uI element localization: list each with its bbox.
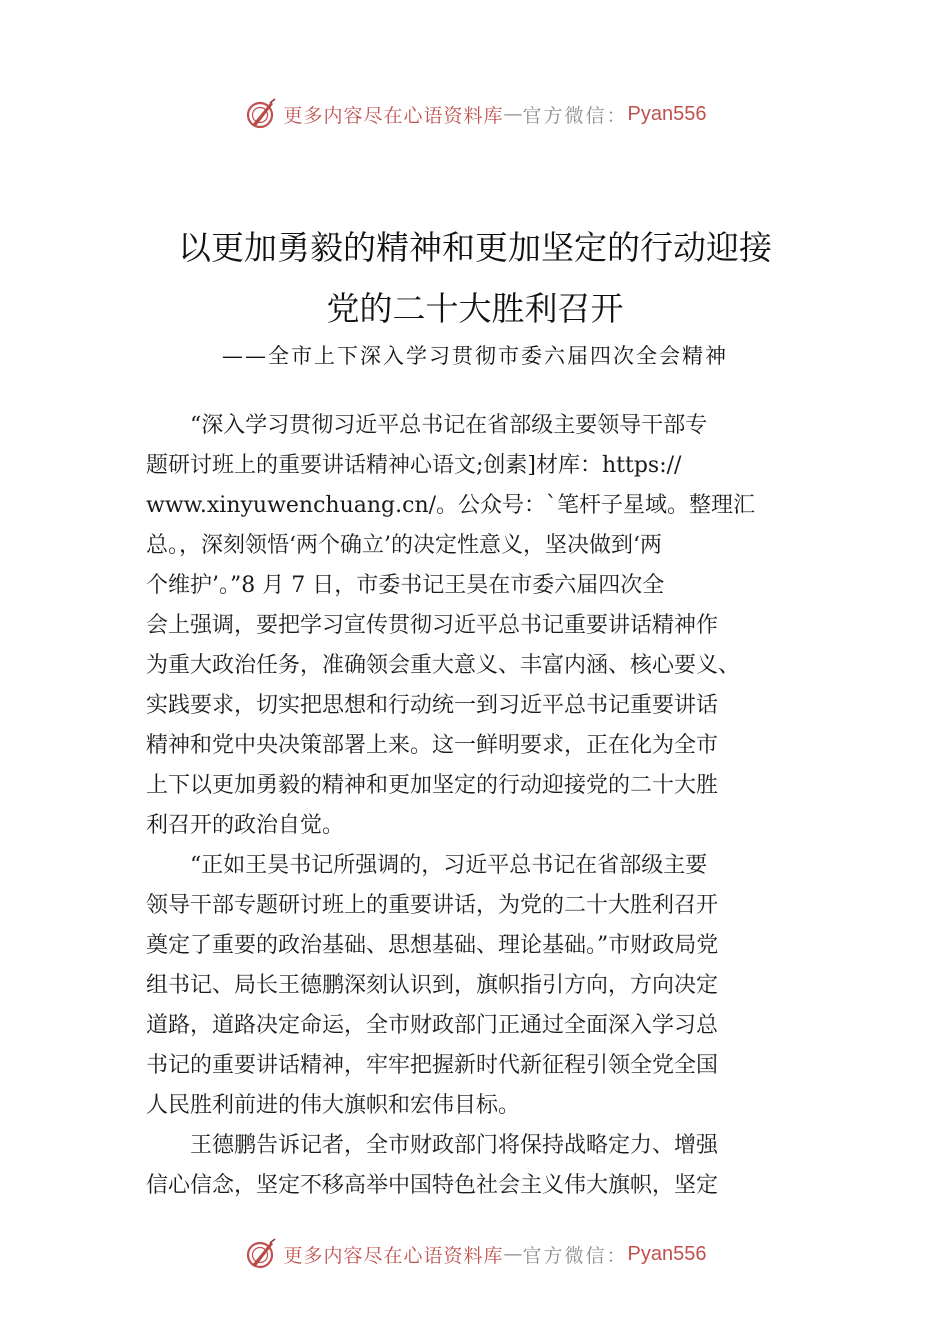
body-line: 会上强调，要把学习宣传贯彻习近平总书记重要讲话精神作	[146, 613, 719, 638]
body-line: 王德鹏告诉记者，全市财政部门将保持战略定力、增强	[146, 1133, 719, 1158]
watermark-label: 官方微信：	[522, 104, 628, 127]
quill-seal-icon	[244, 1237, 278, 1271]
body-line: 信心信念，坚定不移高举中国特色社会主义伟大旗帜，坚定	[146, 1173, 719, 1198]
body-line: “正如王昊书记所强调的，习近平总书记在省部级主要	[146, 853, 708, 878]
body-line: 精神和党中央决策部署上来。这一鲜明要求，正在化为全市	[146, 733, 719, 758]
body-line: 领导干部专题研讨班上的重要讲话，为党的二十大胜利召开	[146, 893, 719, 918]
watermark-brand-text: 更多内容尽在心语资料库	[283, 104, 504, 127]
body-line: 实践要求，切实把思想和行动统一到习近平总书记重要讲话	[146, 693, 719, 718]
body-line: 奠定了重要的政治基础、思想基础、理论基础。”市财政局党	[146, 933, 719, 958]
watermark-dash: —	[503, 103, 523, 125]
body-line: 组书记、局长王德鹏深刻认识到，旗帜指引方向，方向决定	[146, 973, 719, 998]
body-line: 上下以更加勇毅的精神和更加坚定的行动迎接党的二十大胜	[146, 773, 719, 798]
body-line: 道路，道路决定命运，全市财政部门正通过全面深入学习总	[146, 1013, 719, 1038]
footer-watermark	[0, 1234, 950, 1274]
watermark-wechat-id: Pyan556	[627, 102, 707, 125]
body-line: 人民胜利前进的伟大旗帜和宏伟目标。	[146, 1093, 521, 1118]
body-line: 利召开的政治自觉。	[146, 813, 345, 838]
body-line: 题研讨班上的重要讲话精神心语文;创素]材库：https://	[146, 453, 682, 478]
document-subtitle: ——全市上下深入学习贯彻市委六届四次全会精神	[222, 344, 728, 368]
watermark-wechat-id: Pyan556	[627, 1242, 707, 1265]
document-body	[146, 406, 814, 1206]
body-line: 总。，深刻领悟‘两个确立’的决定性意义，坚决做到‘两	[146, 533, 662, 558]
document-title-line-2: 党的二十大胜利召开	[326, 289, 624, 328]
document-title-line-1: 以更加勇毅的精神和更加坚定的行动迎接	[178, 228, 772, 267]
watermark-dash: —	[503, 1243, 523, 1265]
header-watermark	[0, 94, 950, 134]
watermark-label: 官方微信：	[522, 1244, 628, 1267]
body-line: 个维护’。”8 月 7 日，市委书记王昊在市委六届四次全	[146, 573, 665, 598]
body-line: 书记的重要讲话精神，牢牢把握新时代新征程引领全党全国	[146, 1053, 719, 1078]
quill-seal-icon	[244, 97, 278, 131]
body-line: www.xinyuwenchuang.cn/。公众号：`笔杆子星域。整理汇	[146, 493, 756, 518]
body-line: “深入学习贯彻习近平总书记在省部级主要领导干部专	[146, 413, 708, 438]
body-line: 为重大政治任务，准确领会重大意义、丰富内涵、核心要义、	[146, 653, 741, 678]
watermark-brand-text: 更多内容尽在心语资料库	[283, 1244, 504, 1267]
